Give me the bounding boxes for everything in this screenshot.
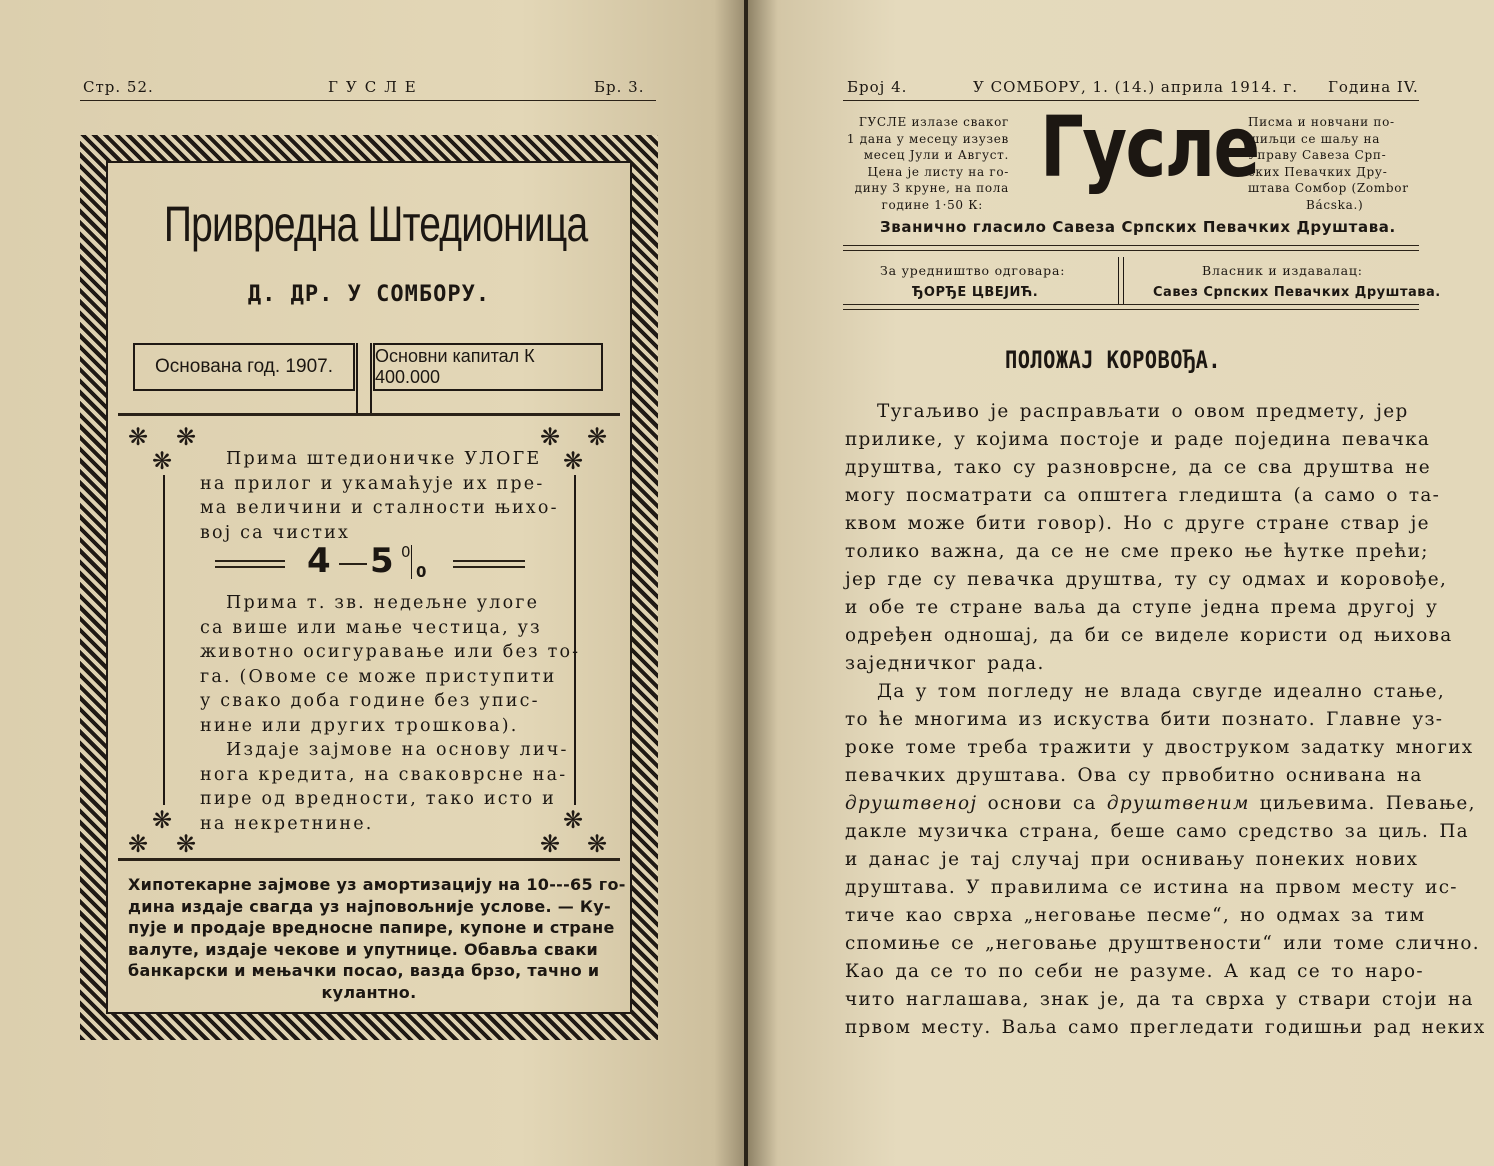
article-line: Као да се то по себи не разуме. А кад се то наро-: [845, 961, 1424, 982]
article-line: могу посматрати са општега гледишта (а само о та-: [845, 485, 1441, 506]
savings-line: Прима т. зв. недељне улоге: [226, 593, 540, 613]
ornament-vertical-left: [163, 475, 165, 805]
masthead-right-line: Писма и новчани по-: [1248, 115, 1395, 129]
savings-line: са више или мање честица, уз: [200, 617, 542, 638]
masthead-correspondence: [1248, 114, 1418, 213]
fleuron-icon: ❋: [152, 806, 173, 834]
box-divider-left: [356, 343, 358, 413]
article-line: роке томе треба тражити у двоструком задатку многих: [845, 737, 1474, 758]
rate-dash: [339, 563, 367, 565]
right-year: Година IV.: [1328, 78, 1419, 96]
fleuron-icon: ❋: [176, 830, 197, 858]
rate-fraction: 5: [370, 541, 394, 581]
right-issue-number: Број 4.: [847, 78, 908, 96]
offer-line: вој са чистих: [200, 522, 351, 543]
article-line: јер где су певачка друштва, ту су одмах и коровође,: [845, 569, 1448, 590]
rate-rule-right-2: [453, 566, 525, 568]
savings-paragraph: [200, 591, 580, 836]
fleuron-icon: ❋: [176, 423, 197, 451]
article-line: друштава. У правилима се истина на првом месту ис-: [845, 877, 1458, 898]
bank-subtitle: Д. ДР. У СОМБОРУ.: [247, 282, 491, 307]
article-line: прилике, у којима постоје и раде поједина певачка: [845, 429, 1431, 450]
masthead-right-line: штава Сомбор (Zombor: [1248, 181, 1409, 195]
article-text: циљевима. Певање,: [1259, 793, 1476, 814]
rate-rule-right: [453, 560, 525, 562]
offer-line: на прилог и укамаћује их пре-: [200, 473, 545, 494]
masthead-right-line: шиљци се шаљу на: [1248, 131, 1381, 146]
editor-name: ЂОРЂЕ ЦВЕЈИЋ.: [912, 285, 1039, 300]
advert-bottom-rule: [118, 858, 620, 861]
masthead-left-line: године 1·50 К:: [881, 197, 983, 212]
article-line: тиче као сврха „неговање песме“, но одмах за тим: [845, 905, 1426, 926]
fleuron-icon: ❋: [587, 830, 608, 858]
mortgage-line: кулантно.: [321, 982, 417, 1002]
masthead-rule-1: [843, 245, 1419, 246]
left-header-rule: [80, 100, 656, 101]
article-line: и данас је тај случај при оснивању понеких нових: [845, 849, 1419, 870]
percent-slash: [411, 545, 412, 579]
savings-line: Издаје зајмове на основу лич-: [226, 740, 569, 760]
box-divider-right: [370, 343, 372, 413]
masthead-left-line: Цена је листу на го-: [867, 164, 1009, 179]
article-line: заједничког рада.: [845, 653, 1045, 674]
article-line: Тугаљиво је расправљати о овом предмету, јер: [877, 401, 1409, 422]
fleuron-icon: ❋: [540, 830, 561, 858]
offer-line: ма величини и сталности њихо-: [200, 498, 559, 518]
article-line: квом може бити говор). Но с друге стране ствар је: [845, 513, 1430, 534]
mortgage-line: банкарски и мењачки посао, вазда брзо, тачно и: [128, 961, 600, 980]
masthead-right-line: ских Певачких Дру-: [1248, 164, 1388, 179]
article-italic-word: друштвеним: [1106, 793, 1250, 814]
article-line: певачких друштава. Ова су првобитно оснивана на: [845, 765, 1423, 786]
masthead-left-line: месец Јули и Август.: [863, 148, 1009, 162]
savings-line: у свако доба године без упис-: [200, 691, 540, 711]
imprint-rule-1: [843, 304, 1419, 305]
masthead-subscription: [843, 114, 1009, 213]
imprint-divider-2: [1123, 257, 1124, 304]
article-line-mixed: [845, 790, 1476, 818]
article-line: спомиње се „неговање друштвености“ или томе слично.: [845, 933, 1480, 954]
rate-rule-left-2: [215, 566, 285, 568]
percent-top: 0: [401, 543, 411, 561]
article-line: то ће многима из искуства бити познато. Главне уз-: [845, 709, 1444, 730]
editor-label: За уредништво одговара:: [880, 263, 1066, 278]
journal-logo: Гусле: [1040, 98, 1259, 196]
savings-line: нога кредита, на сваковрсне на-: [200, 764, 568, 785]
masthead-left-line: 1 дана у месецу изузев: [846, 131, 1009, 146]
fleuron-icon: ❋: [587, 423, 608, 451]
savings-line: га. (Овоме се може приступити: [200, 666, 557, 687]
savings-line: нине или других трошкова).: [200, 715, 519, 736]
article-line: толико важна, да се не сме преко ње ћутке прећи;: [845, 541, 1429, 562]
article-line: дакле музичка страна, беше само средство за циљ. Па: [845, 821, 1469, 842]
mortgage-paragraph: [128, 874, 626, 1003]
savings-line: на некретнине.: [200, 813, 374, 834]
imprint-rule-2: [843, 309, 1419, 310]
savings-line: животно осигуравање или без то-: [200, 642, 581, 662]
masthead-right-line: Управу Савеза Срп-: [1248, 148, 1387, 162]
rate-rule-left: [215, 560, 285, 562]
article-line: друштва, тако су разноврсне, да се сва друштва не: [845, 457, 1431, 478]
savings-line: пире од вредности, тако исто и: [200, 789, 557, 809]
percent-bottom: 0: [416, 563, 427, 581]
offer-paragraph: [200, 447, 559, 545]
article-line: првом месту. Ваља само прегледати годишњи рад неких: [845, 1017, 1486, 1038]
fleuron-icon: ❋: [152, 447, 173, 475]
interest-rate: [215, 541, 525, 585]
masthead-left-line: ГУСЛЕ излазе сваког: [858, 115, 1009, 129]
masthead-rule-2: [843, 250, 1419, 251]
rate-whole: 4: [307, 541, 331, 581]
mortgage-line: пује и продаје вредносне папире, купоне и стране: [128, 918, 615, 937]
advert-top-rule: [118, 413, 620, 416]
mortgage-line: валуте, издаје чекове и упутнице. Обавља сваки: [128, 939, 599, 959]
left-journal-name: ГУСЛЕ: [328, 78, 424, 96]
left-issue-number: Бр. 3.: [594, 78, 645, 96]
publisher-name: Савез Српских Певачких Друштава.: [1153, 285, 1441, 300]
article-line: Да у том погледу не влада свугде идеално стање,: [877, 681, 1446, 702]
mortgage-line: Хипотекарне зајмове уз амортизацију на 10---65 го-: [128, 875, 626, 894]
fleuron-icon: ❋: [540, 423, 561, 451]
left-page: [0, 0, 744, 1166]
left-page-number: Стр. 52.: [83, 78, 154, 96]
article-title: ПОЛОЖАЈ КОРОВОЂА.: [1005, 346, 1222, 374]
journal-subtitle: Званично гласило Савеза Српских Певачких Друштава.: [880, 218, 1396, 236]
bank-title-wrap: [106, 195, 632, 253]
article-line: и обе те стране ваља да ступе једна према другој у: [845, 597, 1439, 618]
offer-line: Прима штедионичке УЛОГЕ: [226, 449, 542, 469]
fleuron-icon: ❋: [128, 830, 149, 858]
article-italic-word: друштвеној: [845, 793, 978, 814]
bank-title: Привредна Штедионица: [163, 196, 588, 252]
capital-text: Основни капитал К 400.000: [375, 346, 535, 387]
mortgage-line: дина издаје свагда уз најповољније услове. — Ку-: [128, 896, 611, 916]
article-line: чито наглашава, знак је, да та сврха у ствари стоји на: [845, 989, 1474, 1010]
founded-text: Основана год. 1907.: [155, 356, 333, 377]
right-date-line: У СОМБОРУ, 1. (14.) априла 1914. г.: [973, 78, 1299, 96]
imprint-divider-1: [1118, 257, 1119, 304]
masthead-left-line: дину 3 круне, на пола: [854, 181, 1009, 195]
article-text: основи са: [987, 793, 1097, 814]
fleuron-icon: ❋: [563, 447, 584, 475]
fleuron-icon: ❋: [563, 806, 584, 834]
capital-box: [373, 343, 603, 391]
masthead-right-line: Bácska.): [1306, 197, 1364, 212]
article-line: одређен одношај, да би се виделе користи од њихова: [845, 625, 1453, 646]
publisher-label: Власник и издавалац:: [1202, 263, 1363, 278]
founded-box: [133, 343, 355, 391]
fleuron-icon: ❋: [128, 423, 149, 451]
